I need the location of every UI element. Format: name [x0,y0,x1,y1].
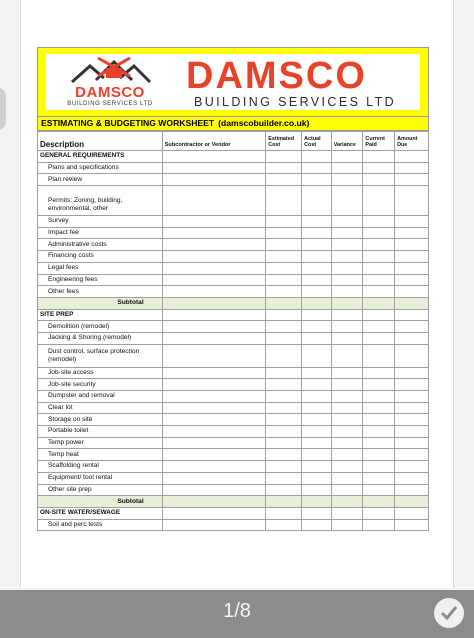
entry-cell[interactable] [395,461,429,473]
entry-cell[interactable] [395,484,429,496]
table-row [38,286,429,298]
table-row [38,174,429,186]
entry-cell[interactable] [331,426,363,438]
entry-cell[interactable] [363,262,395,274]
entry-cell[interactable] [331,186,363,216]
entry-cell[interactable] [266,174,302,186]
subtotal-label: Subtotal [38,297,163,309]
entry-cell[interactable] [162,379,266,391]
entry-cell[interactable] [162,297,266,309]
entry-cell[interactable] [162,391,266,403]
viewer-toolbar [0,590,474,638]
entry-cell[interactable] [363,367,395,379]
entry-cell[interactable] [395,216,429,228]
entry-cell[interactable] [363,186,395,216]
entry-cell[interactable] [331,379,363,391]
entry-cell[interactable] [395,426,429,438]
line-item-label: Soil and perc tests [38,519,163,531]
entry-cell[interactable] [363,449,395,461]
entry-cell[interactable] [162,286,266,298]
entry-cell[interactable] [162,262,266,274]
column-header-variance: Variance [331,132,363,151]
entry-cell[interactable] [266,344,302,367]
line-item-label: Clear lot [38,402,163,414]
entry-cell[interactable] [162,162,266,174]
table-row [38,251,429,263]
table-row [38,484,429,496]
entry-cell[interactable] [363,151,395,163]
entry-cell[interactable] [302,216,332,228]
website-label: (damscobuilder.co.uk) [218,118,310,128]
line-item-label: Temp power [38,437,163,449]
entry-cell[interactable] [302,162,332,174]
entry-cell[interactable] [395,174,429,186]
entry-cell[interactable] [266,379,302,391]
entry-cell[interactable] [302,472,332,484]
line-item-label: Engineering fees [38,274,163,286]
entry-cell[interactable] [395,162,429,174]
line-item-label: Storage on site [38,414,163,426]
entry-cell[interactable] [162,461,266,473]
entry-cell[interactable] [302,344,332,367]
entry-cell[interactable] [331,484,363,496]
entry-cell[interactable] [266,162,302,174]
entry-cell[interactable] [302,437,332,449]
entry-cell[interactable] [302,321,332,333]
worksheet-title: ESTIMATING & BUDGETING WORKSHEET [41,118,215,128]
entry-cell[interactable] [266,239,302,251]
entry-cell[interactable] [302,186,332,216]
line-item-label: Equipment/ tool rental [38,472,163,484]
entry-cell[interactable] [395,449,429,461]
entry-cell[interactable] [395,472,429,484]
entry-cell[interactable] [363,391,395,403]
entry-cell[interactable] [266,309,302,321]
entry-cell[interactable] [162,239,266,251]
entry-cell[interactable] [363,251,395,263]
entry-cell[interactable] [363,461,395,473]
entry-cell[interactable] [266,297,302,309]
entry-cell[interactable] [331,472,363,484]
worksheet-title-row [37,117,429,131]
subtotal-row [38,496,429,508]
entry-cell[interactable] [162,309,266,321]
line-item-label: Portable toilet [38,426,163,438]
entry-cell[interactable] [395,227,429,239]
company-logo [60,56,160,112]
entry-cell[interactable] [363,519,395,531]
entry-cell[interactable] [266,484,302,496]
entry-cell[interactable] [363,162,395,174]
entry-cell[interactable] [363,472,395,484]
entry-cell[interactable] [331,274,363,286]
entry-cell[interactable] [363,414,395,426]
entry-cell[interactable] [302,507,332,519]
line-item-label: Other fees [38,286,163,298]
entry-cell[interactable] [331,344,363,367]
entry-cell[interactable] [331,151,363,163]
entry-cell[interactable] [266,519,302,531]
entry-cell[interactable] [331,449,363,461]
table-row [38,391,429,403]
table-row [38,519,429,531]
column-header-due: Amount Due [395,132,429,151]
section-title: GENERAL REQUIREMENTS [38,151,163,163]
entry-cell[interactable] [302,297,332,309]
logo-wordmark: DAMSCO [75,84,145,101]
entry-cell[interactable] [162,437,266,449]
entry-cell[interactable] [266,414,302,426]
entry-cell[interactable] [302,496,332,508]
entry-cell[interactable] [266,151,302,163]
entry-cell[interactable] [302,449,332,461]
entry-cell[interactable] [266,274,302,286]
entry-cell[interactable] [331,367,363,379]
entry-cell[interactable] [266,227,302,239]
entry-cell[interactable] [363,174,395,186]
logo-tagline: BUILDING SERVICES LTD [67,101,153,107]
section-header-row [38,507,429,519]
entry-cell[interactable] [266,426,302,438]
entry-cell[interactable] [363,274,395,286]
entry-cell[interactable] [395,414,429,426]
table-row [38,461,429,473]
entry-cell[interactable] [363,321,395,333]
line-item-label: Dumpster and removal [38,391,163,403]
entry-cell[interactable] [331,286,363,298]
entry-cell[interactable] [331,162,363,174]
entry-cell[interactable] [266,402,302,414]
line-item-label: Permits: Zoning, building, environmental, other [38,186,163,216]
entry-cell[interactable] [302,251,332,263]
entry-cell[interactable] [162,449,266,461]
entry-cell[interactable] [395,286,429,298]
line-item-label: Temp heat [38,449,163,461]
entry-cell[interactable] [302,402,332,414]
line-item-label: Dust control, surface protection (remodel) [38,344,163,367]
line-item-label: Demolition (remodel) [38,321,163,333]
entry-cell[interactable] [395,151,429,163]
entry-cell[interactable] [363,496,395,508]
entry-cell[interactable] [395,186,429,216]
table-row [38,414,429,426]
entry-cell[interactable] [395,309,429,321]
line-item-label: Survey [38,216,163,228]
entry-cell[interactable] [395,402,429,414]
entry-cell[interactable] [331,227,363,239]
entry-cell[interactable] [162,274,266,286]
table-row [38,449,429,461]
entry-cell[interactable] [395,321,429,333]
column-header-actual: Actual Cost [302,132,332,151]
table-row [38,344,429,367]
entry-cell[interactable] [331,239,363,251]
entry-cell[interactable] [162,251,266,263]
line-item-label: Scaffolding rental [38,461,163,473]
line-item-label: Job-site access [38,367,163,379]
entry-cell[interactable] [162,216,266,228]
entry-cell[interactable] [266,321,302,333]
entry-cell[interactable] [162,426,266,438]
entry-cell[interactable] [162,151,266,163]
line-item-label: Jacking & Shoring (remodel) [38,332,163,344]
entry-cell[interactable] [266,367,302,379]
letterhead-panel [46,54,420,110]
worksheet [37,47,429,531]
table-row [38,332,429,344]
entry-cell[interactable] [331,297,363,309]
entry-cell[interactable] [363,437,395,449]
entry-cell[interactable] [162,472,266,484]
entry-cell[interactable] [395,251,429,263]
entry-cell[interactable] [395,391,429,403]
entry-cell[interactable] [395,239,429,251]
entry-cell[interactable] [363,286,395,298]
entry-cell[interactable] [395,344,429,367]
entry-cell[interactable] [302,309,332,321]
entry-cell[interactable] [266,332,302,344]
side-panel-handle[interactable] [0,88,6,130]
entry-cell[interactable] [395,274,429,286]
entry-cell[interactable] [331,391,363,403]
entry-cell[interactable] [331,437,363,449]
entry-cell[interactable] [395,262,429,274]
entry-cell[interactable] [266,496,302,508]
entry-cell[interactable] [162,344,266,367]
entry-cell[interactable] [363,216,395,228]
entry-cell[interactable] [363,332,395,344]
table-row [38,274,429,286]
entry-cell[interactable] [331,461,363,473]
entry-cell[interactable] [363,297,395,309]
entry-cell[interactable] [266,472,302,484]
line-item-label: Other site prep [38,484,163,496]
entry-cell[interactable] [363,484,395,496]
entry-cell[interactable] [395,297,429,309]
entry-cell[interactable] [302,262,332,274]
entry-cell[interactable] [363,426,395,438]
entry-cell[interactable] [162,321,266,333]
house-roof-tools-icon [68,56,152,86]
entry-cell[interactable] [363,379,395,391]
entry-cell[interactable] [395,507,429,519]
section-title: SITE PREP [38,309,163,321]
entry-cell[interactable] [162,174,266,186]
column-header-vendor: Subcontractor or Vendor [162,132,266,151]
table-row [38,162,429,174]
table-row [38,227,429,239]
column-header-description: Description [38,132,163,151]
line-item-label: Administrative costs [38,239,163,251]
entry-cell[interactable] [162,367,266,379]
entry-cell[interactable] [331,174,363,186]
entry-cell[interactable] [395,437,429,449]
entry-cell[interactable] [331,262,363,274]
entry-cell[interactable] [302,286,332,298]
entry-cell[interactable] [302,484,332,496]
table-header-row [38,132,429,151]
entry-cell[interactable] [363,227,395,239]
subtotal-label: Subtotal [38,496,163,508]
entry-cell[interactable] [395,367,429,379]
entry-cell[interactable] [302,379,332,391]
page-indicator: 1/8 [223,600,251,622]
entry-cell[interactable] [363,239,395,251]
letterhead-banner [37,47,429,117]
line-item-label: Plans and specifications [38,162,163,174]
entry-cell[interactable] [266,216,302,228]
entry-cell[interactable] [331,414,363,426]
confirm-button[interactable] [434,598,464,628]
entry-cell[interactable] [266,461,302,473]
table-row [38,216,429,228]
section-header-row [38,151,429,163]
entry-cell[interactable] [302,426,332,438]
entry-cell[interactable] [302,519,332,531]
entry-cell[interactable] [395,519,429,531]
entry-cell[interactable] [331,496,363,508]
entry-cell[interactable] [302,391,332,403]
entry-cell[interactable] [266,507,302,519]
table-row [38,239,429,251]
subtotal-row [38,297,429,309]
entry-cell[interactable] [266,391,302,403]
entry-cell[interactable] [162,414,266,426]
entry-cell[interactable] [266,186,302,216]
entry-cell[interactable] [331,321,363,333]
line-item-label: Legal fees [38,262,163,274]
entry-cell[interactable] [331,332,363,344]
entry-cell[interactable] [302,151,332,163]
entry-cell[interactable] [395,379,429,391]
table-row [38,262,429,274]
table-row [38,186,429,216]
entry-cell[interactable] [302,227,332,239]
entry-cell[interactable] [331,216,363,228]
brand-subtitle: BUILDING SERVICES LTD [194,95,397,109]
table-row [38,402,429,414]
entry-cell[interactable] [395,332,429,344]
entry-cell[interactable] [363,507,395,519]
entry-cell[interactable] [162,186,266,216]
entry-cell[interactable] [331,519,363,531]
entry-cell[interactable] [302,367,332,379]
entry-cell[interactable] [162,227,266,239]
entry-cell[interactable] [302,414,332,426]
entry-cell[interactable] [302,174,332,186]
entry-cell[interactable] [331,309,363,321]
table-row [38,367,429,379]
column-header-estimated: Estimated Cost [266,132,302,151]
column-header-paid: Current Paid [363,132,395,151]
entry-cell[interactable] [266,262,302,274]
table-row [38,321,429,333]
entry-cell[interactable] [266,437,302,449]
entry-cell[interactable] [302,461,332,473]
entry-cell[interactable] [331,251,363,263]
brand-name: DAMSCO [186,55,367,97]
section-title: ON-SITE WATER/SEWAGE [38,507,163,519]
section-header-row [38,309,429,321]
entry-cell[interactable] [162,402,266,414]
line-item-label: Impact fee [38,227,163,239]
entry-cell[interactable] [266,449,302,461]
entry-cell[interactable] [162,332,266,344]
entry-cell[interactable] [331,507,363,519]
entry-cell[interactable] [162,496,266,508]
entry-cell[interactable] [162,507,266,519]
table-row [38,472,429,484]
entry-cell[interactable] [302,332,332,344]
entry-cell[interactable] [363,402,395,414]
entry-cell[interactable] [266,286,302,298]
entry-cell[interactable] [302,239,332,251]
check-circle-icon [440,605,458,621]
entry-cell[interactable] [162,519,266,531]
entry-cell[interactable] [363,309,395,321]
line-item-label: Job-site security [38,379,163,391]
table-row [38,426,429,438]
entry-cell[interactable] [363,344,395,367]
table-row [38,379,429,391]
line-item-label: Plan review [38,174,163,186]
entry-cell[interactable] [162,484,266,496]
worksheet-table [37,131,429,531]
entry-cell[interactable] [395,496,429,508]
entry-cell[interactable] [266,251,302,263]
table-row [38,437,429,449]
entry-cell[interactable] [331,402,363,414]
line-item-label: Financing costs [38,251,163,263]
entry-cell[interactable] [302,274,332,286]
